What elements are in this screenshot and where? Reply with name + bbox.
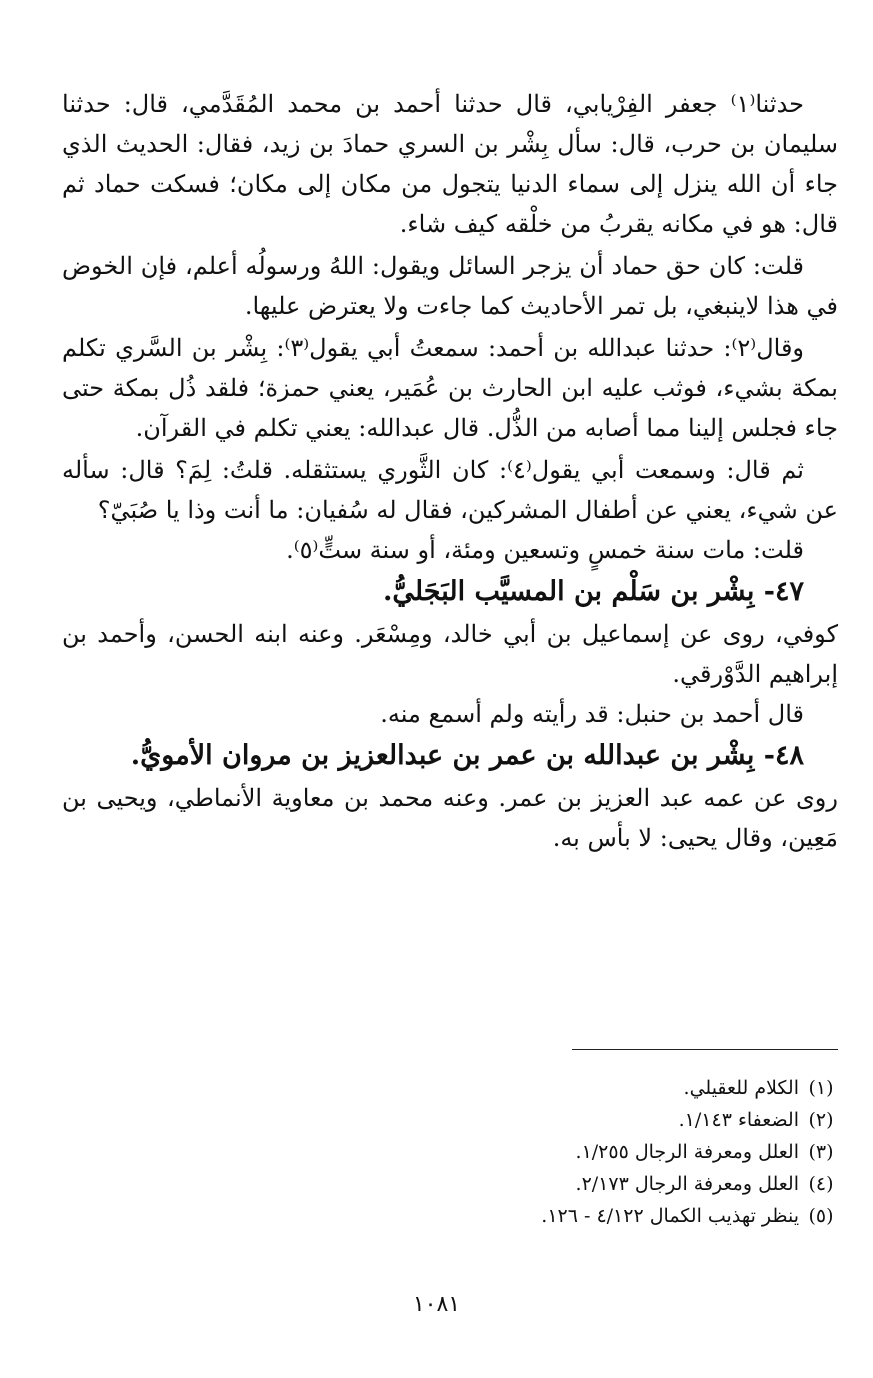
footnote-text: الضعفاء ١/١٤٣. [678,1109,799,1131]
footnote-number: (٢) [808,1109,834,1131]
paragraph-1: حدثنا⁽١⁾ جعفر الفِرْيابي، قال حدثنا أحمد بن محمد المُقَدَّمي، قال: حدثنا سليمان بن حرب، قال: سأل بِشْر بن السري حمادَ بن زيد، فقال: الحديث الذي جاء أن الله ينزل إلى سماء الدنيا يتجول من مكان إلى مكان؛ فسكت حماد ثم قال: هو في مكانه يقربُ من خلْقه كيف شاء. [62,90,839,238]
entry-47-heading: ٤٧- بِشْر بن سَلْم بن المسيَّب البَجَليُّ. [382,576,804,607]
paragraph-5: قلت: مات سنة خمسٍ وتسعين ومئة، أو سنة ستٍّ⁽٥⁾. [286,536,804,564]
entry-47-paragraph-1: كوفي، روى عن إسماعيل بن أبي خالد، ومِسْعَر. وعنه ابنه الحسن، وأحمد بن إبراهيم الدَّوْرقي. [62,620,838,688]
footnote-item [43,1200,843,1232]
footnote-item [43,1136,843,1168]
footnotes [43,1072,843,1232]
footnote-item [43,1072,843,1104]
footnote-item [43,1168,843,1200]
footnote-text: العلل ومعرفة الرجال ١/٢٥٥. [575,1141,799,1163]
paragraph-2: قلت: كان حق حماد أن يزجر السائل ويقول: اللهُ ورسولُه أعلم، فإن الخوض في هذا لاينبغي، بل تمر الأحاديث كما جاءت ولا يعترض عليها. [62,252,838,320]
footnote-divider [572,1049,838,1050]
page-number: ١٠٨١ [412,1292,461,1317]
entry-47-paragraph-2: قال أحمد بن حنبل: قد رأيته ولم أسمع منه. [380,700,804,728]
footnote-number: (١) [808,1077,834,1099]
footnote-text: الكلام للعقيلي. [683,1077,799,1099]
footnote-number: (٤) [808,1173,834,1195]
paragraph-4: ثم قال: وسمعت أبي يقول⁽٤⁾: كان الثَّوري يستثقله. قلتُ: لِمَ؟ قال: سأله عن شيء، يعني عن أطفال المشركين، فقال له سُفيان: ما أنت وذا يا صُبَيّ؟ [62,456,838,524]
paragraph-3: وقال⁽٢⁾: حدثنا عبدالله بن أحمد: سمعتُ أبي يقول⁽٣⁾: بِشْر بن السَّري تكلم بمكة بشيء، فوثب عليه ابن الحارث بن عُمَير، يعني حمزة؛ فلقد ذُل بمكة حتى جاء فجلس إلينا مما أصابه من الذُّل. قال عبدالله: يعني تكلم في القرآن. [62,334,838,442]
entry-48-paragraph-1: روى عن عمه عبد العزيز بن عمر. وعنه محمد بن معاوية الأنماطي، ويحيى بن مَعِين، وقال يحيى: لا بأس به. [62,784,838,852]
footnote-text: العلل ومعرفة الرجال ٢/١٧٣. [575,1173,799,1195]
footnote-item [43,1104,843,1136]
main-text [62,84,838,858]
footnote-number: (٥) [808,1205,834,1227]
footnote-text: ينظر تهذيب الكمال ٤/١٢٢ - ١٢٦. [541,1205,799,1227]
footnote-number: (٣) [808,1141,834,1163]
entry-48-heading: ٤٨- بِشْر بن عبدالله بن عمر بن عبدالعزيز بن مروان الأمويُّ. [130,740,804,771]
